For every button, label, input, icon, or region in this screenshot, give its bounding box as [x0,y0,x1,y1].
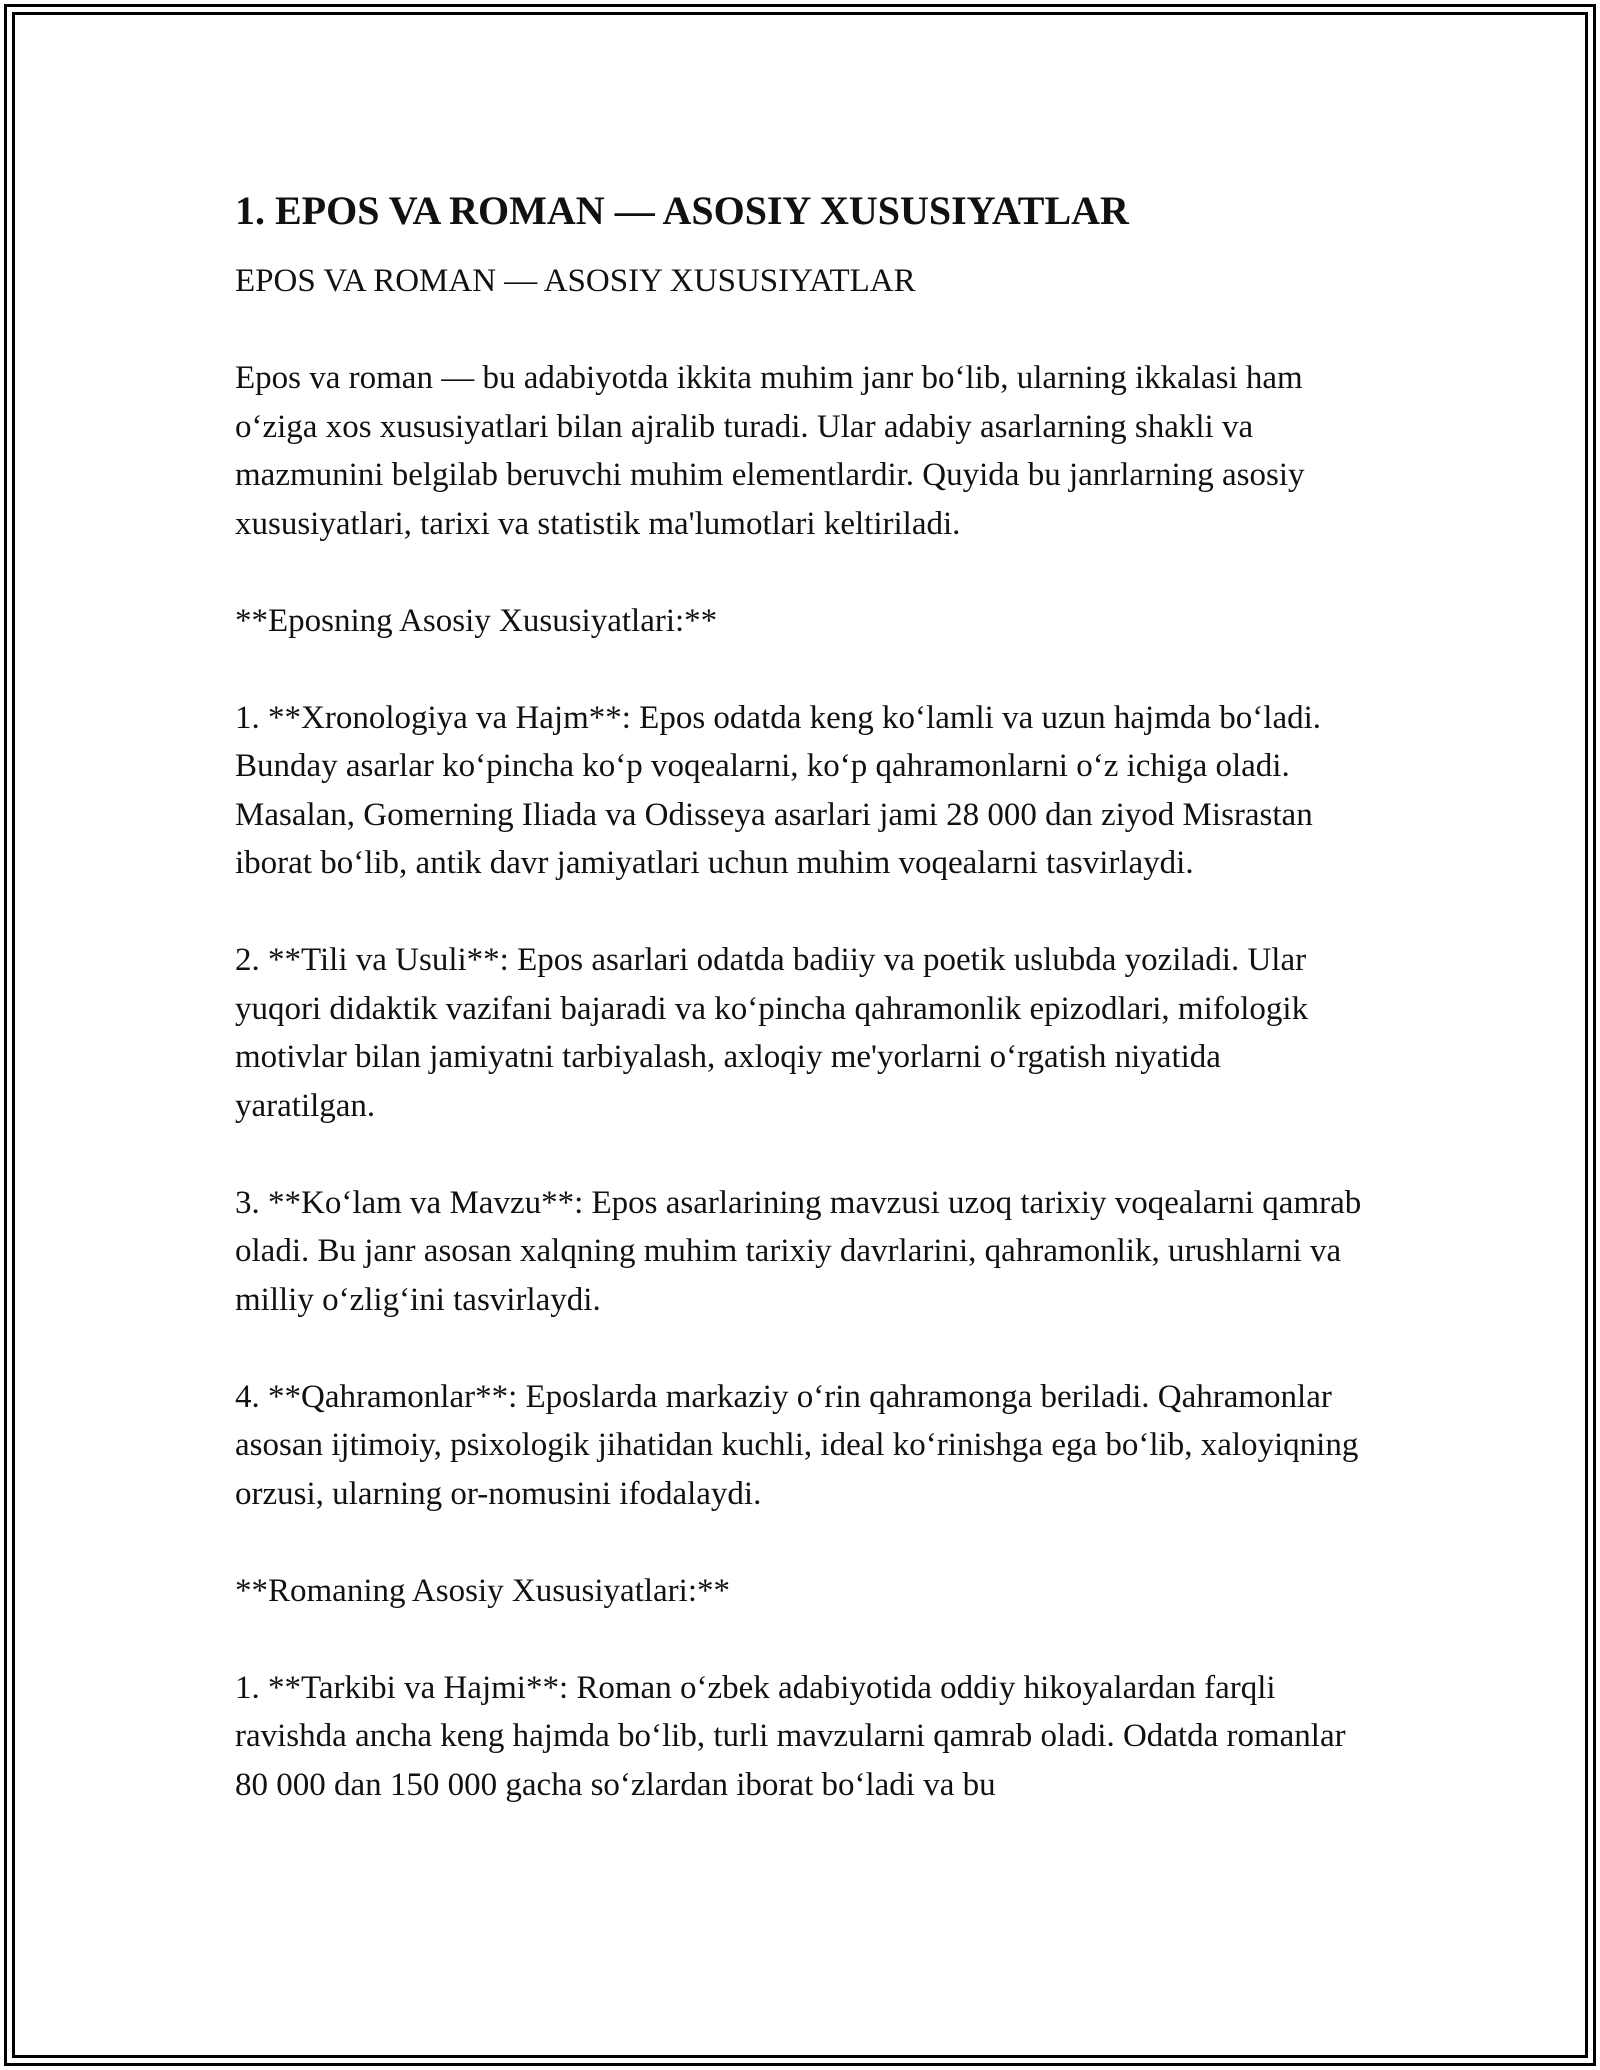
subtitle-paragraph: EPOS VA ROMAN — ASOSIY XUSUSIYATLAR [235,263,916,299]
roman-item-1: 1. **Tarkibi va Hajmi**: Roman o‘zbek adabiyotida oddiy hikoyalardan farqli ravishda ancha keng hajmda bo‘lib, turli mavzularni qamrab oladi. Odatda romanlar 80 000 dan 150 000 gacha so‘zlardan iborat bo‘ladi va bu [235,1669,1346,1803]
document-body [235,185,1365,1858]
epos-item-1: 1. **Xronologiya va Hajm**: Epos odatda keng ko‘lamli va uzun hajmda bo‘ladi. Bunday asarlar ko‘pincha ko‘p voqealarni, ko‘p qahramonlarni o‘z ichiga oladi. Masalan, Gomerning Iliada va Odisseya asarlari jami 28 000 dan ziyod Misrastan iborat bo‘lib, antik davr jamiyatlari uchun muhim voqealarni tasvirlaydi. [235,699,1322,881]
epos-item-4: 4. **Qahramonlar**: Eposlarda markaziy o‘rin qahramonga beriladi. Qahramonlar asosan ijtimoiy, psixologik jihatidan kuchli, ideal ko‘rinishga ega bo‘lib, xaloyiqning orzusi, ularning or-nomusini ifodalaydi. [235,1378,1359,1512]
epos-section-heading: **Eposning Asosiy Xususiyatlari:** [235,602,718,639]
intro-paragraph: Epos va roman — bu adabiyotda ikkita muhim janr bo‘lib, ularning ikkalasi ham o‘ziga xos xususiyatlari bilan ajralib turadi. Ular adabiy asarlarning shakli va mazmunini belgilab beruvchi muhim elementlardir. Quyida bu janrlarning asosiy xususiyatlari, tarixi va statistik ma'lumotlari keltiriladi. [235,360,1305,542]
document-heading: 1. EPOS VA ROMAN — ASOSIY XUSUSIYATLAR [235,188,1129,233]
roman-section-heading: **Romaning Asosiy Xususiyatlari:** [235,1572,730,1609]
epos-item-2: 2. **Tili va Usuli**: Epos asarlari odatda badiiy va poetik uslubda yoziladi. Ular yuqori didaktik vazifani bajaradi va ko‘pincha qahramonlik epizodlari, mifologik motivlar bilan jamiyatni tarbiyalash, axloqiy me'yorlarni o‘rgatish niyatida yaratilgan. [235,942,1309,1124]
epos-item-3: 3. **Ko‘lam va Mavzu**: Epos asarlarining mavzusi uzoq tarixiy voqealarni qamrab oladi. Bu janr asosan xalqning muhim tarixiy davrlarini, qahramonlik, urushlarni va milliy o‘zlig‘ini tasvirlaydi. [235,1184,1362,1318]
